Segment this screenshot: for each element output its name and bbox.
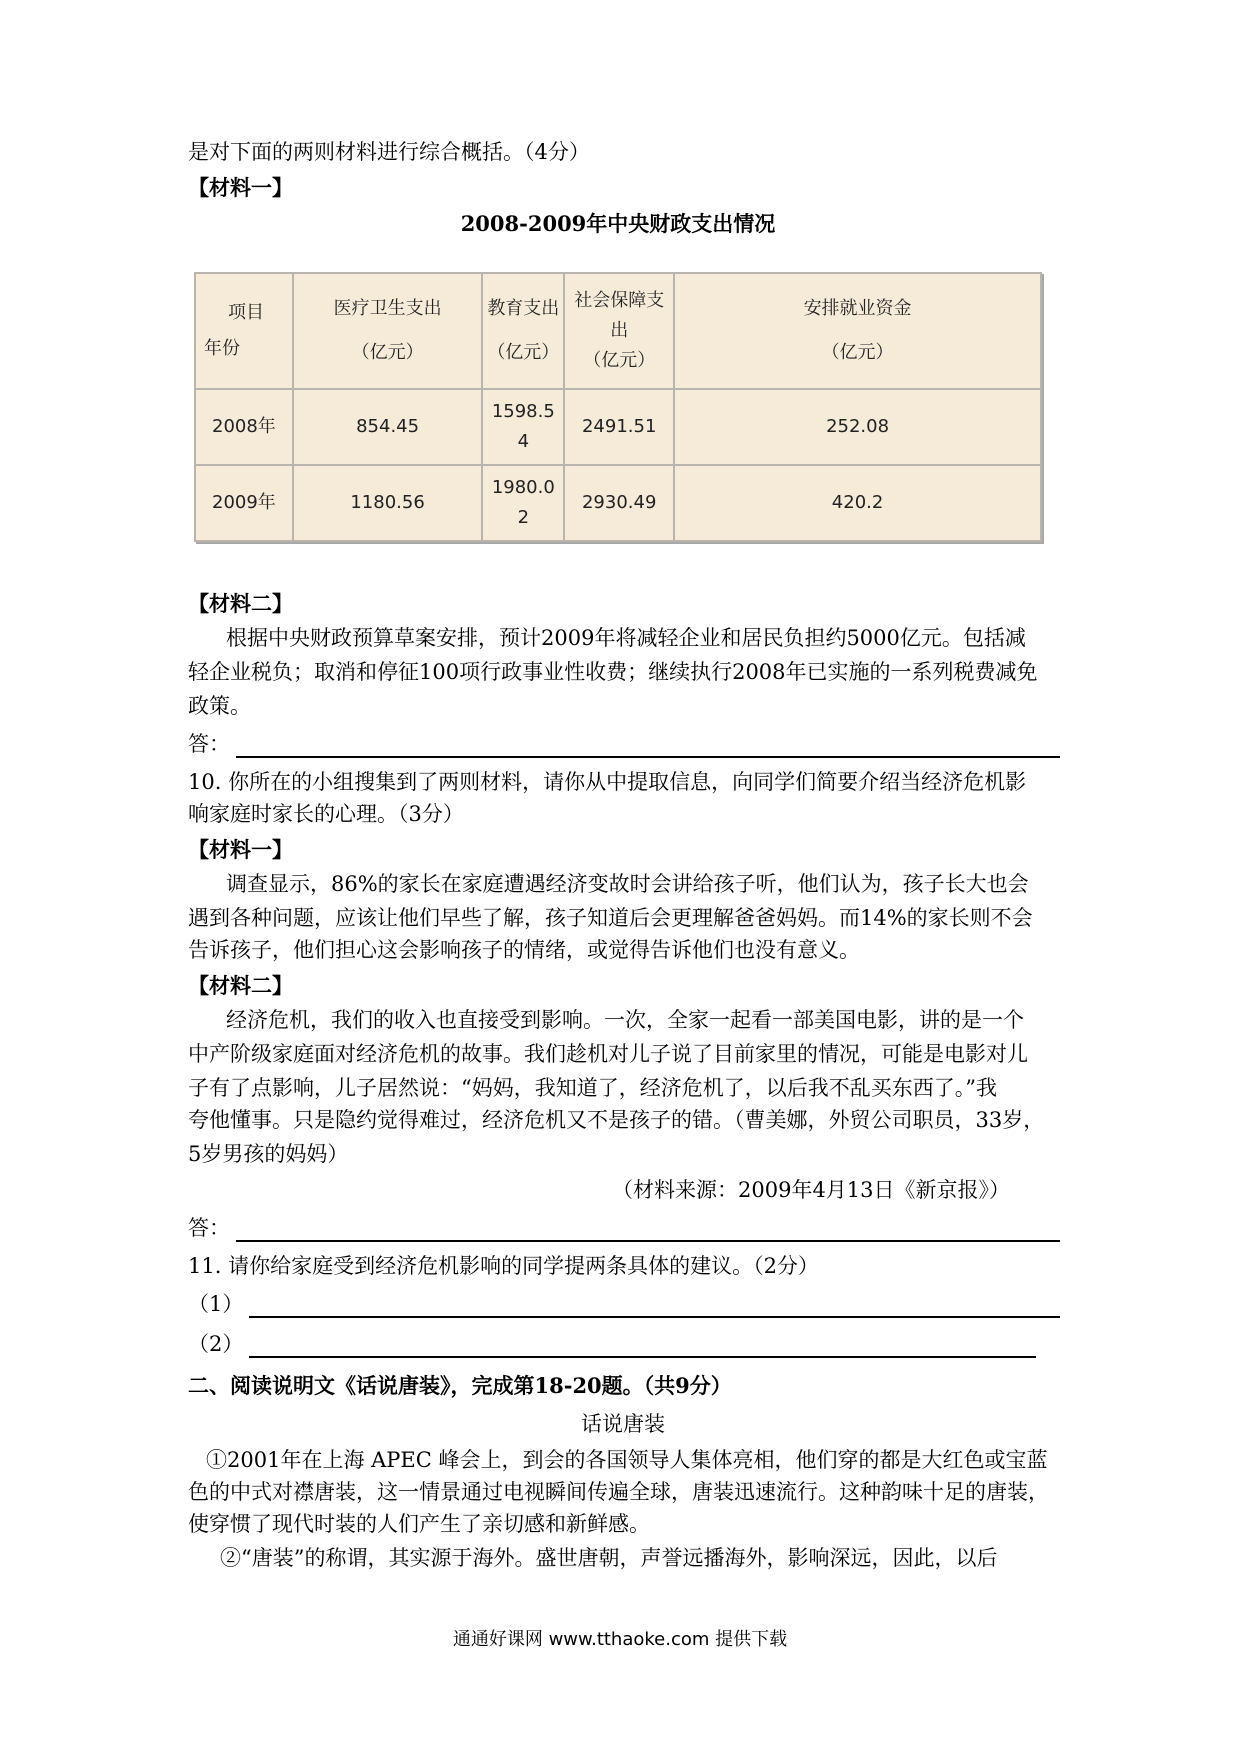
article-line: ②“唐装”的称谓，其实源于海外。盛世唐朝，声誉远播海外，影响深远，因此，以后 [220, 1546, 998, 1570]
answer-rule[interactable] [236, 1218, 1060, 1242]
header-health-cell [293, 273, 483, 389]
q10-material-one-label: 【材料一】 [188, 837, 293, 862]
article-line: 色的中式对襟唐装，这一情景通过电视瞬间传遍全球，唐装迅速流行。这种韵味十足的唐装， [188, 1480, 1049, 1504]
cell-edu [482, 389, 564, 465]
header-health-label: 医疗卫生支出 [333, 298, 442, 319]
table-header-row [195, 273, 1041, 389]
source-line: （材料来源：2009年4月13日《新京报》） [612, 1178, 1011, 1202]
q10-material-one-line: 遇到各种问题，应该让他们早些了解，孩子知道后会更理解爸爸妈妈。而14%的家长则不会 [188, 906, 1033, 930]
article-title: 话说唐装 [581, 1412, 665, 1436]
q10-material-one-line: 调查显示，86%的家长在家庭遭遇经济变故时会讲给孩子听，他们认为，孩子长大也会 [226, 872, 1029, 896]
material-two-line: 轻企业税负；取消和停征100项行政事业性收费；继续执行2008年已实施的一系列税费减免 [188, 660, 1038, 684]
article-line: ①2001年在上海 APEC 峰会上，到会的各国领导人集体亮相，他们穿的都是大红色或宝蓝 [206, 1448, 1048, 1472]
header-social-label-a: 社会保障支 [574, 290, 665, 311]
section-two-heading: 二、阅读说明文《话说唐装》，完成第18-20题。（共9分） [188, 1373, 732, 1398]
header-edu-unit: （亿元） [487, 342, 560, 363]
cell-edu-a: 1598.5 [491, 401, 555, 422]
header-item-label: 项目 [228, 302, 264, 323]
header-corner-cell [195, 273, 293, 389]
table-row [195, 389, 1041, 465]
header-edu-cell [482, 273, 564, 389]
suggestion-blank-2[interactable] [188, 1330, 1036, 1358]
header-health-unit: （亿元） [351, 342, 424, 363]
answer-label: 答： [188, 732, 230, 756]
cell-edu-b: 2 [517, 507, 530, 528]
q11-line: 11. 请你给家庭受到经济危机影响的同学提两条具体的建议。（2分） [188, 1254, 819, 1278]
q10-material-two-line: 子有了点影响，儿子居然说：“妈妈，我知道了，经济危机了，以后我不乱买东西了。”我 [188, 1076, 997, 1100]
header-social-label-b: 出 [610, 320, 629, 341]
cell-health: 854.45 [293, 389, 483, 465]
table-title: 2008-2009年中央财政支出情况 [460, 211, 776, 236]
intro-line: 是对下面的两则材料进行综合概括。（4分） [188, 140, 590, 164]
cell-health: 1180.56 [293, 465, 483, 541]
material-one-label: 【材料一】 [188, 175, 293, 200]
material-two-label: 【材料二】 [188, 591, 293, 616]
suggestion-blank-1[interactable] [188, 1290, 1060, 1318]
q10-line: 响家庭时家长的心理。（3分） [188, 802, 464, 826]
q10-material-one-line: 告诉孩子，他们担心这会影响孩子的情绪，或觉得告诉他们也没有意义。 [188, 938, 860, 962]
header-employ-unit: （亿元） [821, 342, 894, 363]
suggestion-label-1: （1） [188, 1292, 244, 1316]
cell-employ: 252.08 [674, 389, 1041, 465]
cell-year: 2009年 [195, 465, 293, 541]
cell-edu-a: 1980.0 [491, 477, 555, 498]
answer-blank-1[interactable] [188, 730, 1060, 758]
cell-social: 2491.51 [564, 389, 674, 465]
q10-material-two-line: 夸他懂事。只是隐约觉得难过，经济危机又不是孩子的错。（曹美娜，外贸公司职员，33岁， [188, 1108, 1045, 1132]
answer-rule[interactable] [236, 734, 1060, 758]
suggestion-rule-1[interactable] [249, 1294, 1060, 1318]
cell-edu [482, 465, 564, 541]
table-row [195, 465, 1041, 541]
q10-line: 10. 你所在的小组搜集到了两则材料，请你从中提取信息，向同学们简要介绍当经济危机影 [188, 770, 1027, 794]
header-social-cell [564, 273, 674, 389]
q10-material-two-line: 经济危机，我们的收入也直接受到影响。一次，全家一起看一部美国电影，讲的是一个 [226, 1008, 1024, 1032]
header-employ-cell [674, 273, 1041, 389]
header-social-unit: （亿元） [583, 350, 656, 371]
answer-label: 答： [188, 1216, 230, 1240]
cell-year: 2008年 [195, 389, 293, 465]
material-two-line: 政策。 [188, 694, 251, 718]
header-edu-label: 教育支出 [487, 298, 560, 319]
header-employ-label: 安排就业资金 [803, 298, 912, 319]
finance-table [194, 272, 1042, 542]
cell-social: 2930.49 [564, 465, 674, 541]
answer-blank-2[interactable] [188, 1214, 1060, 1242]
q10-material-two-line: 中产阶级家庭面对经济危机的故事。我们趁机对儿子说了目前家里的情况，可能是电影对儿 [188, 1042, 1028, 1066]
q10-material-two-label: 【材料二】 [188, 973, 293, 998]
suggestion-label-2: （2） [188, 1332, 244, 1356]
header-year-label: 年份 [204, 338, 240, 359]
article-line: 使穿惯了现代时装的人们产生了亲切感和新鲜感。 [188, 1512, 650, 1536]
material-two-line: 根据中央财政预算草案安排，预计2009年将减轻企业和居民负担约5000亿元。包括减 [226, 626, 1026, 650]
q10-material-two-line: 5岁男孩的妈妈） [188, 1142, 349, 1166]
page-footer: 通通好课网 www.tthaoke.com 提供下载 [452, 1629, 788, 1650]
cell-employ: 420.2 [674, 465, 1041, 541]
suggestion-rule-2[interactable] [249, 1334, 1036, 1358]
cell-edu-b: 4 [517, 431, 530, 452]
